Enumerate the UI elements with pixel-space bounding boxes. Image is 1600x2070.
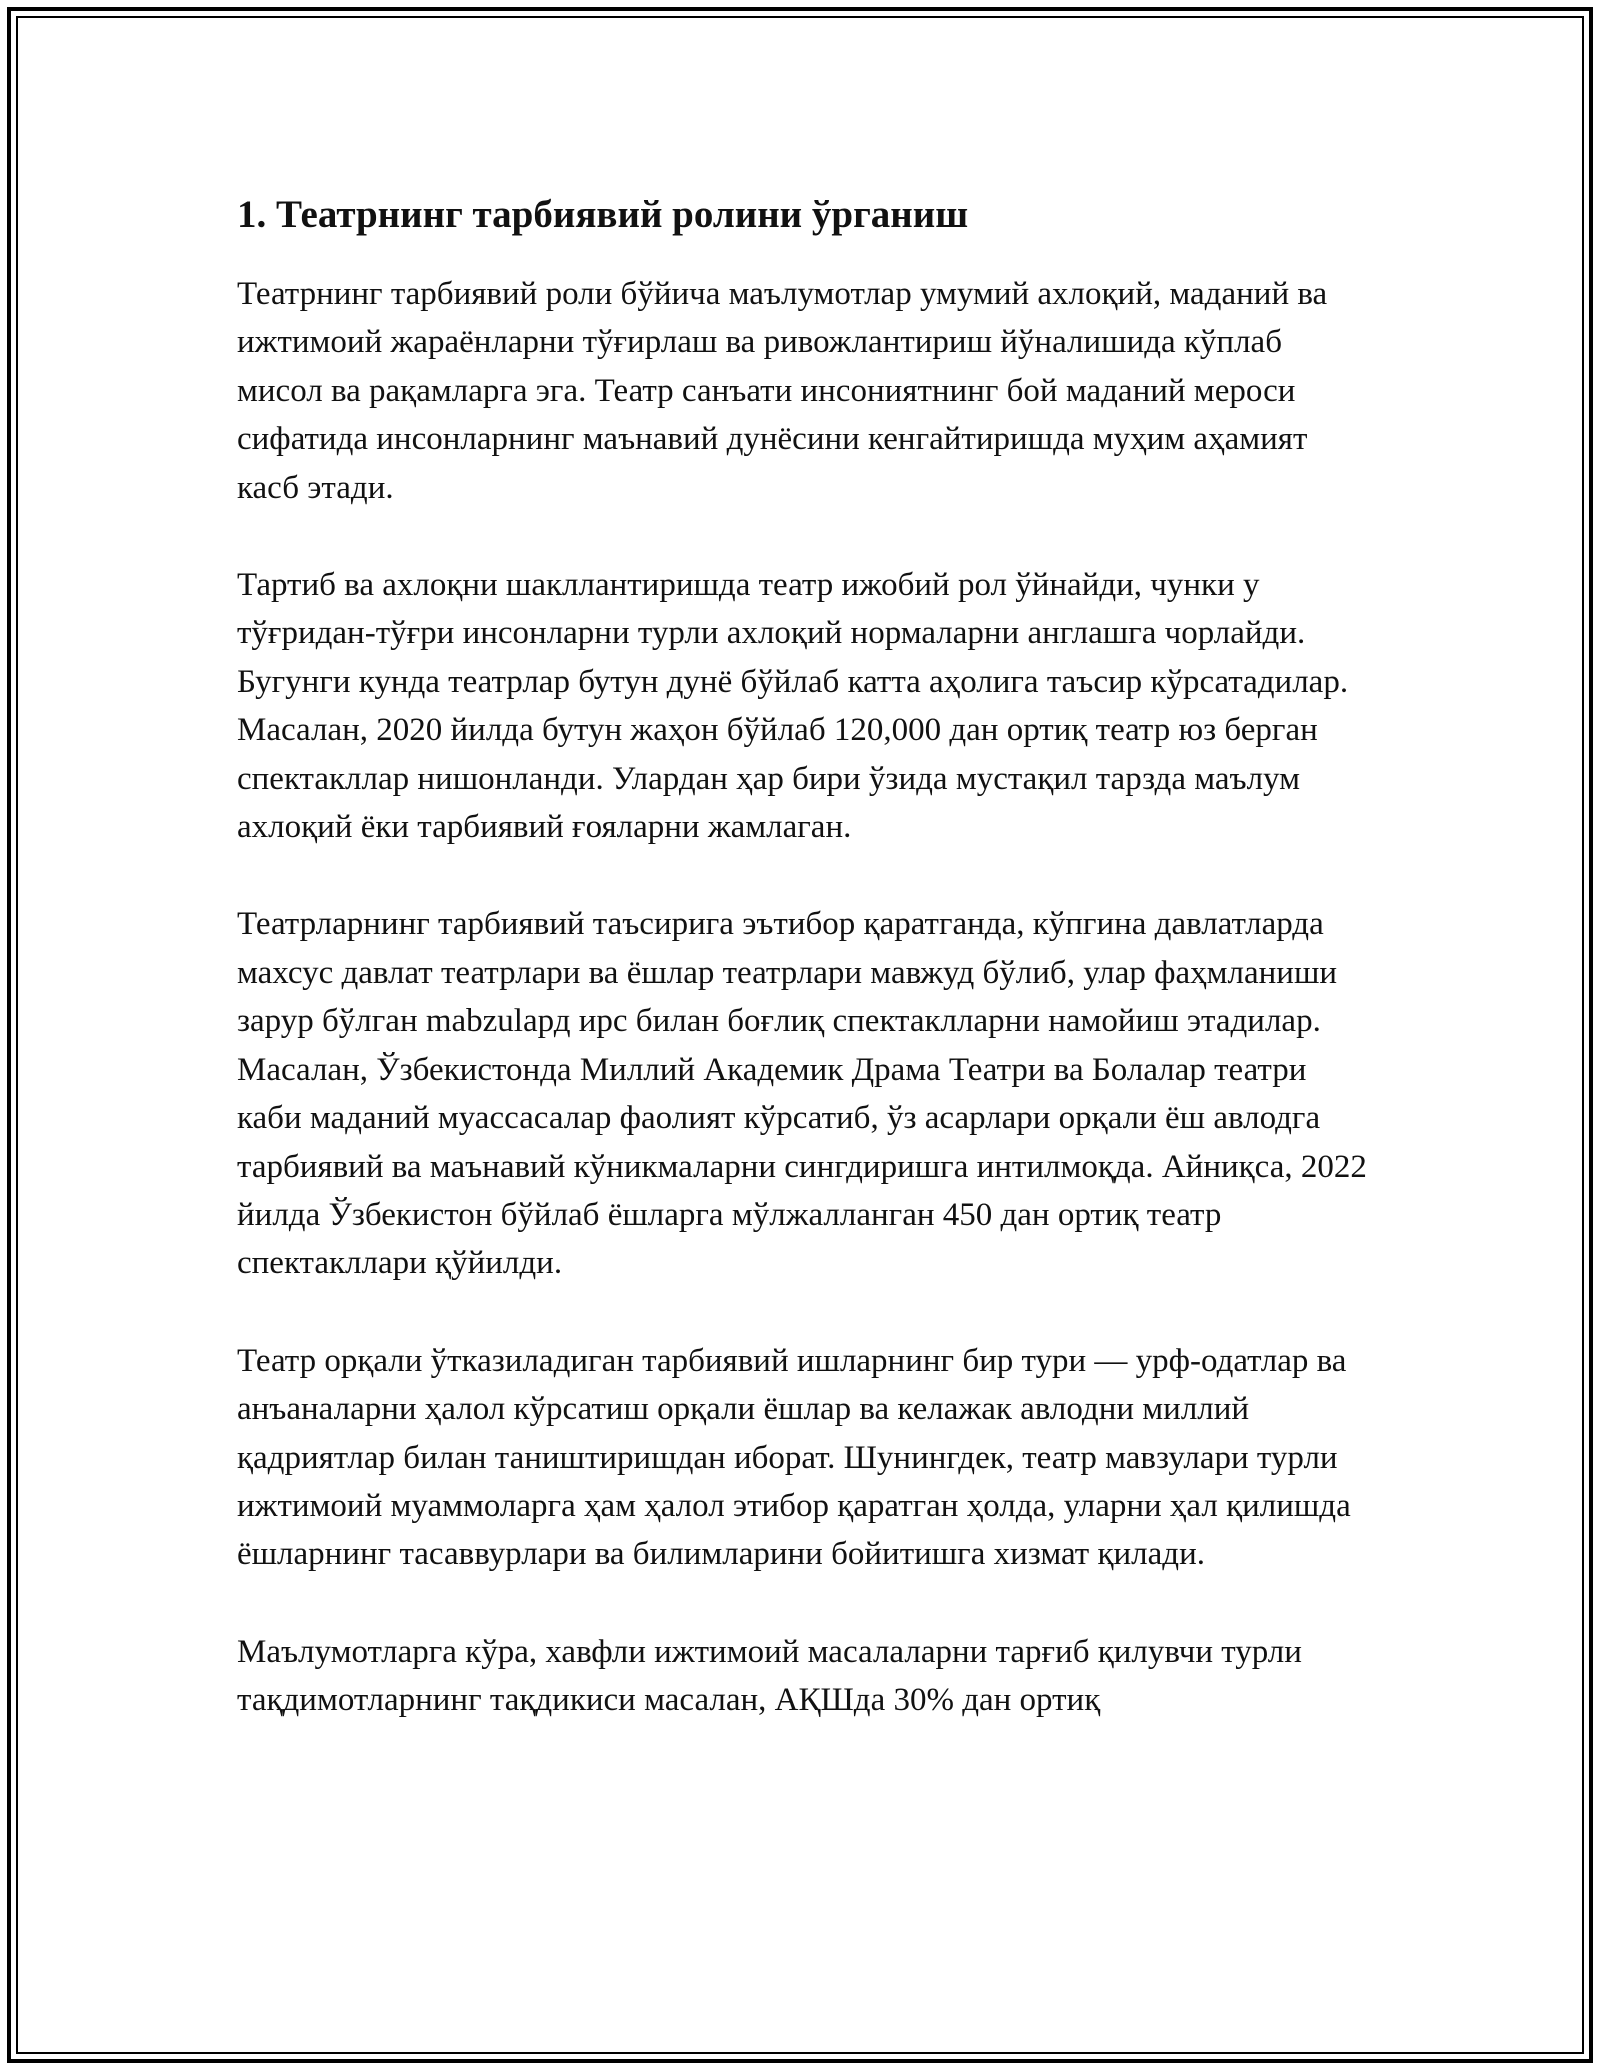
paragraph-theatre-educational-role: Театрнинг тарбиявий роли бўйича маълумотлар умумий ахлоқий, маданий ва ижтимоий жараёнларни тўғирлаш ва ривожлантириш йўналишида кўплаб мисол ва рақамларга эга. Театр санъати инсониятнинг бой маданий мероси сифатида инсонларнинг маънавий дунёсини кенгайтиришда муҳим аҳамият касб этади. (237, 276, 1328, 506)
paragraph-traditions-and-values: Театр орқали ўтказиладиган тарбиявий ишларнинг бир тури — урф-одатлар ва анъаналарни ҳалол кўрсатиш орқали ёшлар ва келажак авлодни миллий қадриятлар билан таништиришдан иборат. Шунингдек, театр мавзулари турли ижтимоий муаммоларга ҳам ҳалол этибор қаратган ҳолда, уларни ҳал қилишда ёшларнинг тасаввурлари ва билимларини бойитишга хизмат қилади. (237, 1342, 1351, 1573)
page-title: 1. Театрнинг тарбиявий ролини ўрганиш (237, 193, 969, 236)
paragraph-social-issues-data: Маълумотларга кўра, хавфли ижтимоий масалаларни тарғиб қилувчи турли тақдимотларнинг тақдикиси масалан, АҚШда 30% дан ортиқ (237, 1633, 1302, 1719)
paragraph-order-and-morality: Тартиб ва ахлоқни шакллантиришда театр ижобий рол ўйнайди, чунки у тўғридан-тўғри инсонларни турли ахлоқий нормаларни англашга чорлайди. Бугунги кунда театрлар бутун дунё бўйлаб катта аҳолига таъсир кўрсатадилар. Масалан, 2020 йилда бутун жаҳон бўйлаб 120,000 дан ортиқ театр юз берган спектакллар нишонланди. Улардан ҳар бири ўзида мустақил тарзда маълум ахлоқий ёки тарбиявий ғояларни жамлаган. (237, 567, 1349, 846)
document-page (237, 186, 1367, 1774)
paragraph-state-and-youth-theatres: Театрларнинг тарбиявий таъсирига эътибор қаратганда, кўпгина давлатларда махсус давлат театрлари ва ёшлар театрлари мавжуд бўлиб, улар фаҳмланиши зарур бўлган mabzulард ирс билан боғлиқ спектаклларни намойиш этадилар. Масалан, Ўзбекистонда Миллий Академик Драма Театри ва Болалар театри каби маданий муассасалар фаолият кўрсатиб, ўз асарлари орқали ёш авлодга тарбиявий ва маънавий кўникмаларни сингдиришга интилмоқда. Айниқса, 2022 йилда Ўзбекистон бўйлаб ёшларга мўлжалланган 450 дан ортиқ театр спектакллари қўйилди. (237, 906, 1367, 1282)
